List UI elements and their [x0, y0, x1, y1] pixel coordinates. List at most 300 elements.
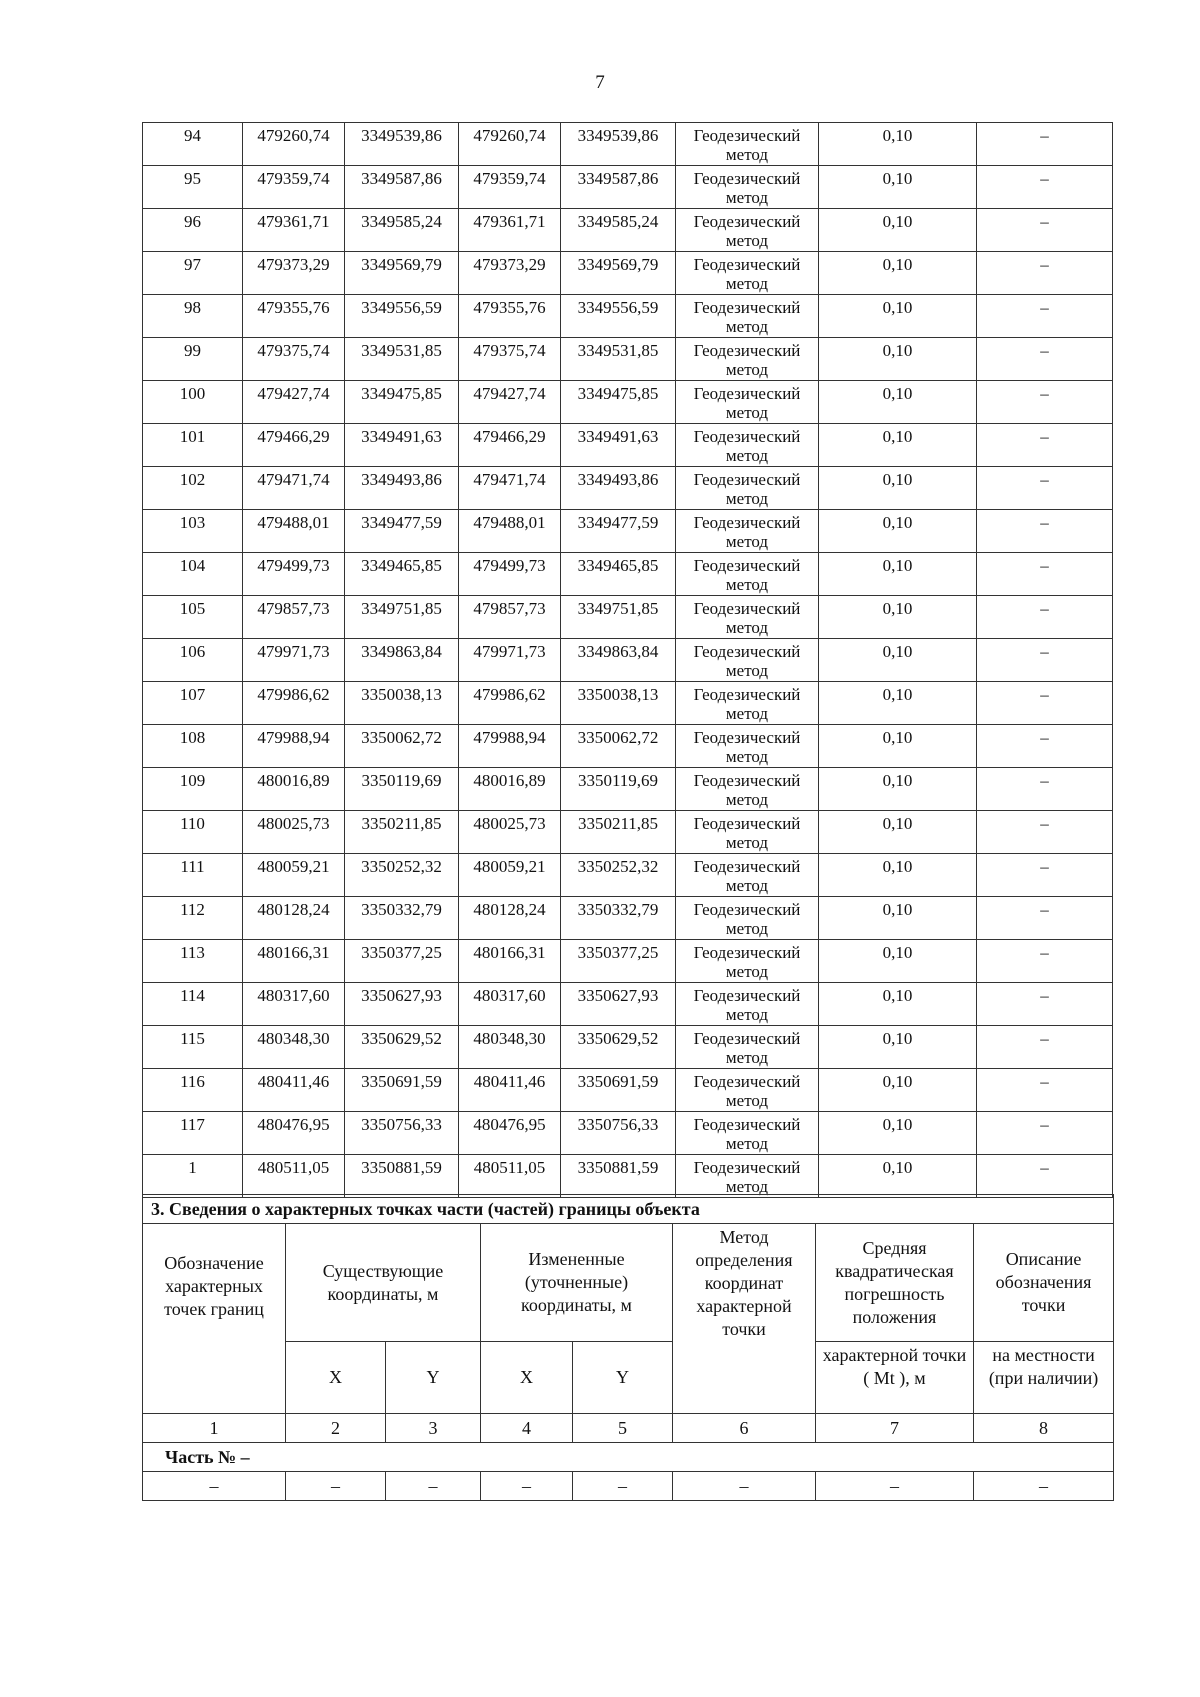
- existing-x-cell: 480059,21: [243, 854, 345, 897]
- changed-x-cell: 480511,05: [459, 1155, 561, 1198]
- accuracy-cell: 0,10: [819, 940, 977, 983]
- method-line2: метод: [725, 790, 769, 809]
- method-cell: [676, 424, 819, 467]
- table-row: [143, 854, 1113, 897]
- changed-y-cell: 3350627,93: [561, 983, 676, 1026]
- existing-y-cell: 3349569,79: [345, 252, 459, 295]
- existing-x-cell: 479857,73: [243, 596, 345, 639]
- description-cell: –: [977, 639, 1113, 682]
- method-line2: метод: [725, 1048, 769, 1067]
- header-changed-y: Y: [573, 1342, 673, 1414]
- method-line1: Геодезический: [693, 341, 801, 360]
- method-cell: [676, 1026, 819, 1069]
- description-cell: –: [977, 1026, 1113, 1069]
- table-row: [143, 338, 1113, 381]
- changed-y-cell: 3350119,69: [561, 768, 676, 811]
- column-number: 3: [386, 1414, 481, 1443]
- accuracy-cell: 0,10: [819, 510, 977, 553]
- point-id-cell: 94: [143, 123, 243, 166]
- method-cell: [676, 123, 819, 166]
- method-line2: метод: [725, 876, 769, 895]
- changed-x-cell: 479359,74: [459, 166, 561, 209]
- existing-x-cell: 480476,95: [243, 1112, 345, 1155]
- point-id-cell: 113: [143, 940, 243, 983]
- point-id-cell: 101: [143, 424, 243, 467]
- point-id-cell: 98: [143, 295, 243, 338]
- point-id-cell: 112: [143, 897, 243, 940]
- table-row: [143, 983, 1113, 1026]
- header-existing-x: X: [286, 1342, 386, 1414]
- accuracy-cell: 0,10: [819, 209, 977, 252]
- accuracy-cell: 0,10: [819, 381, 977, 424]
- changed-y-cell: 3350211,85: [561, 811, 676, 854]
- method-cell: [676, 983, 819, 1026]
- description-cell: –: [977, 1155, 1113, 1198]
- point-id-cell: 105: [143, 596, 243, 639]
- changed-y-cell: 3350252,32: [561, 854, 676, 897]
- existing-x-cell: 480411,46: [243, 1069, 345, 1112]
- point-id-cell: 95: [143, 166, 243, 209]
- existing-x-cell: 480166,31: [243, 940, 345, 983]
- method-cell: [676, 467, 819, 510]
- description-cell: –: [977, 725, 1113, 768]
- changed-x-cell: 479375,74: [459, 338, 561, 381]
- table-row: [143, 467, 1113, 510]
- accuracy-cell: 0,10: [819, 768, 977, 811]
- existing-y-cell: 3350062,72: [345, 725, 459, 768]
- table-row: [143, 166, 1113, 209]
- existing-x-cell: 479359,74: [243, 166, 345, 209]
- method-line1: Геодезический: [693, 384, 801, 403]
- accuracy-cell: 0,10: [819, 467, 977, 510]
- method-line1: Геодезический: [693, 943, 801, 962]
- method-line2: метод: [725, 747, 769, 766]
- existing-x-cell: 479988,94: [243, 725, 345, 768]
- changed-y-cell: 3349491,63: [561, 424, 676, 467]
- existing-x-cell: 480511,05: [243, 1155, 345, 1198]
- method-cell: [676, 381, 819, 424]
- method-cell: [676, 682, 819, 725]
- description-cell: –: [977, 338, 1113, 381]
- description-cell: –: [977, 768, 1113, 811]
- description-cell: –: [977, 854, 1113, 897]
- existing-y-cell: 3349556,59: [345, 295, 459, 338]
- table-row: [143, 768, 1113, 811]
- accuracy-cell: 0,10: [819, 1026, 977, 1069]
- header-method: Метод определения координат характерной точки: [673, 1224, 816, 1414]
- method-line1: Геодезический: [693, 513, 801, 532]
- method-cell: [676, 510, 819, 553]
- description-cell: –: [977, 1112, 1113, 1155]
- changed-x-cell: 479499,73: [459, 553, 561, 596]
- table-row: [143, 209, 1113, 252]
- point-id-cell: 99: [143, 338, 243, 381]
- changed-x-cell: 480059,21: [459, 854, 561, 897]
- changed-x-cell: 479471,74: [459, 467, 561, 510]
- header-existing-coords: Существующие координаты, м: [286, 1224, 481, 1342]
- method-cell: [676, 338, 819, 381]
- header-existing-y: Y: [386, 1342, 481, 1414]
- changed-x-cell: 480166,31: [459, 940, 561, 983]
- existing-x-cell: 479373,29: [243, 252, 345, 295]
- accuracy-cell: 0,10: [819, 123, 977, 166]
- changed-y-cell: 3349751,85: [561, 596, 676, 639]
- table-row: [143, 940, 1113, 983]
- empty-cell: –: [286, 1472, 386, 1501]
- column-number: 2: [286, 1414, 386, 1443]
- changed-x-cell: 479427,74: [459, 381, 561, 424]
- table-row: [143, 424, 1113, 467]
- point-id-cell: 109: [143, 768, 243, 811]
- method-cell: [676, 1155, 819, 1198]
- method-line1: Геодезический: [693, 1072, 801, 1091]
- existing-x-cell: 479355,76: [243, 295, 345, 338]
- description-cell: –: [977, 897, 1113, 940]
- coordinates-table: [142, 122, 1113, 1198]
- column-number: 5: [573, 1414, 673, 1443]
- method-line1: Геодезический: [693, 642, 801, 661]
- accuracy-cell: 0,10: [819, 811, 977, 854]
- changed-y-cell: 3350756,33: [561, 1112, 676, 1155]
- method-line1: Геодезический: [693, 1115, 801, 1134]
- method-line1: Геодезический: [693, 685, 801, 704]
- changed-x-cell: 479361,71: [459, 209, 561, 252]
- method-cell: [676, 166, 819, 209]
- changed-y-cell: 3349531,85: [561, 338, 676, 381]
- point-id-cell: 107: [143, 682, 243, 725]
- method-line2: метод: [725, 919, 769, 938]
- method-line2: метод: [725, 661, 769, 680]
- table-row: [143, 381, 1113, 424]
- method-line2: метод: [725, 360, 769, 379]
- table-row: [143, 639, 1113, 682]
- existing-x-cell: 479488,01: [243, 510, 345, 553]
- column-number: 4: [481, 1414, 573, 1443]
- changed-y-cell: 3349539,86: [561, 123, 676, 166]
- header-designation: Обозначение характерных точек границ: [143, 1224, 286, 1414]
- existing-y-cell: 3349493,86: [345, 467, 459, 510]
- existing-y-cell: 3350629,52: [345, 1026, 459, 1069]
- existing-y-cell: 3349751,85: [345, 596, 459, 639]
- point-id-cell: 115: [143, 1026, 243, 1069]
- description-cell: –: [977, 209, 1113, 252]
- existing-x-cell: 480317,60: [243, 983, 345, 1026]
- header-description-top: Описание обозначения точки: [974, 1224, 1114, 1342]
- accuracy-cell: 0,10: [819, 682, 977, 725]
- method-line2: метод: [725, 274, 769, 293]
- accuracy-cell: 0,10: [819, 1069, 977, 1112]
- table-row: [143, 1026, 1113, 1069]
- changed-x-cell: 479355,76: [459, 295, 561, 338]
- method-line1: Геодезический: [693, 126, 801, 145]
- method-line2: метод: [725, 231, 769, 250]
- point-id-cell: 110: [143, 811, 243, 854]
- existing-y-cell: 3350627,93: [345, 983, 459, 1026]
- existing-y-cell: 3350038,13: [345, 682, 459, 725]
- changed-y-cell: 3350038,13: [561, 682, 676, 725]
- column-number: 7: [816, 1414, 974, 1443]
- description-cell: –: [977, 682, 1113, 725]
- table-row: [143, 682, 1113, 725]
- existing-x-cell: 479361,71: [243, 209, 345, 252]
- header-changed-coords: Измененные (уточненные) координаты, м: [481, 1224, 673, 1342]
- accuracy-cell: 0,10: [819, 1112, 977, 1155]
- description-cell: –: [977, 295, 1113, 338]
- accuracy-cell: 0,10: [819, 295, 977, 338]
- existing-y-cell: 3350377,25: [345, 940, 459, 983]
- changed-x-cell: 479971,73: [459, 639, 561, 682]
- method-line2: метод: [725, 489, 769, 508]
- changed-x-cell: 480348,30: [459, 1026, 561, 1069]
- existing-x-cell: 479260,74: [243, 123, 345, 166]
- empty-cell: –: [481, 1472, 573, 1501]
- method-line1: Геодезический: [693, 857, 801, 876]
- changed-y-cell: 3349585,24: [561, 209, 676, 252]
- table-row: [143, 295, 1113, 338]
- accuracy-cell: 0,10: [819, 166, 977, 209]
- method-cell: [676, 1112, 819, 1155]
- changed-x-cell: 479260,74: [459, 123, 561, 166]
- accuracy-cell: 0,10: [819, 1155, 977, 1198]
- existing-y-cell: 3349587,86: [345, 166, 459, 209]
- changed-y-cell: 3349465,85: [561, 553, 676, 596]
- changed-x-cell: 479466,29: [459, 424, 561, 467]
- method-cell: [676, 897, 819, 940]
- empty-cell: –: [816, 1472, 974, 1501]
- method-cell: [676, 854, 819, 897]
- method-line2: метод: [725, 962, 769, 981]
- existing-y-cell: 3350252,32: [345, 854, 459, 897]
- changed-x-cell: 480016,89: [459, 768, 561, 811]
- accuracy-cell: 0,10: [819, 983, 977, 1026]
- changed-x-cell: 479988,94: [459, 725, 561, 768]
- point-id-cell: 114: [143, 983, 243, 1026]
- existing-y-cell: 3350881,59: [345, 1155, 459, 1198]
- description-cell: –: [977, 467, 1113, 510]
- method-line1: Геодезический: [693, 1029, 801, 1048]
- existing-x-cell: 480348,30: [243, 1026, 345, 1069]
- header-accuracy-bottom: характерной точки ( Mt ), м: [816, 1342, 974, 1414]
- method-line2: метод: [725, 188, 769, 207]
- method-line2: метод: [725, 317, 769, 336]
- existing-y-cell: 3350332,79: [345, 897, 459, 940]
- changed-y-cell: 3349493,86: [561, 467, 676, 510]
- empty-cell: –: [573, 1472, 673, 1501]
- accuracy-cell: 0,10: [819, 854, 977, 897]
- changed-x-cell: 479986,62: [459, 682, 561, 725]
- accuracy-cell: 0,10: [819, 553, 977, 596]
- description-cell: –: [977, 424, 1113, 467]
- accuracy-cell: 0,10: [819, 424, 977, 467]
- description-cell: –: [977, 811, 1113, 854]
- table-row: [143, 1112, 1113, 1155]
- point-id-cell: 111: [143, 854, 243, 897]
- column-number: 8: [974, 1414, 1114, 1443]
- method-cell: [676, 811, 819, 854]
- section3-table: [142, 1194, 1114, 1501]
- existing-x-cell: 480016,89: [243, 768, 345, 811]
- description-cell: –: [977, 123, 1113, 166]
- existing-y-cell: 3349539,86: [345, 123, 459, 166]
- changed-y-cell: 3350332,79: [561, 897, 676, 940]
- changed-y-cell: 3349587,86: [561, 166, 676, 209]
- existing-y-cell: 3349477,59: [345, 510, 459, 553]
- table-row: [143, 811, 1113, 854]
- point-id-cell: 116: [143, 1069, 243, 1112]
- existing-y-cell: 3349531,85: [345, 338, 459, 381]
- existing-x-cell: 479466,29: [243, 424, 345, 467]
- method-cell: [676, 596, 819, 639]
- changed-x-cell: 480025,73: [459, 811, 561, 854]
- method-cell: [676, 252, 819, 295]
- existing-y-cell: 3349863,84: [345, 639, 459, 682]
- method-line2: метод: [725, 403, 769, 422]
- description-cell: –: [977, 1069, 1113, 1112]
- method-line1: Геодезический: [693, 771, 801, 790]
- accuracy-cell: 0,10: [819, 725, 977, 768]
- changed-y-cell: 3350629,52: [561, 1026, 676, 1069]
- description-cell: –: [977, 252, 1113, 295]
- method-cell: [676, 295, 819, 338]
- accuracy-cell: 0,10: [819, 639, 977, 682]
- point-id-cell: 97: [143, 252, 243, 295]
- table-row: [143, 1069, 1113, 1112]
- method-line1: Геодезический: [693, 986, 801, 1005]
- point-id-cell: 117: [143, 1112, 243, 1155]
- table-row: [143, 897, 1113, 940]
- changed-y-cell: 3350881,59: [561, 1155, 676, 1198]
- point-id-cell: 102: [143, 467, 243, 510]
- point-id-cell: 100: [143, 381, 243, 424]
- method-line1: Геодезический: [693, 556, 801, 575]
- table-row: [143, 252, 1113, 295]
- method-cell: [676, 553, 819, 596]
- method-cell: [676, 725, 819, 768]
- existing-y-cell: 3350691,59: [345, 1069, 459, 1112]
- empty-cell: –: [143, 1472, 286, 1501]
- method-line1: Геодезический: [693, 1158, 801, 1177]
- changed-y-cell: 3349863,84: [561, 639, 676, 682]
- description-cell: –: [977, 940, 1113, 983]
- changed-x-cell: 480411,46: [459, 1069, 561, 1112]
- method-line1: Геодезический: [693, 169, 801, 188]
- method-line1: Геодезический: [693, 900, 801, 919]
- method-line2: метод: [725, 618, 769, 637]
- method-cell: [676, 639, 819, 682]
- point-id-cell: 104: [143, 553, 243, 596]
- existing-x-cell: 479986,62: [243, 682, 345, 725]
- accuracy-cell: 0,10: [819, 596, 977, 639]
- part-label: Часть № –: [143, 1443, 1114, 1472]
- description-cell: –: [977, 166, 1113, 209]
- method-cell: [676, 209, 819, 252]
- table-row: [143, 725, 1113, 768]
- empty-cell: –: [386, 1472, 481, 1501]
- changed-y-cell: 3349556,59: [561, 295, 676, 338]
- changed-x-cell: 479373,29: [459, 252, 561, 295]
- existing-x-cell: 479499,73: [243, 553, 345, 596]
- accuracy-cell: 0,10: [819, 338, 977, 381]
- method-line1: Геодезический: [693, 212, 801, 231]
- column-number: 6: [673, 1414, 816, 1443]
- existing-y-cell: 3349585,24: [345, 209, 459, 252]
- point-id-cell: 1: [143, 1155, 243, 1198]
- method-line2: метод: [725, 1134, 769, 1153]
- description-cell: –: [977, 596, 1113, 639]
- changed-y-cell: 3349477,59: [561, 510, 676, 553]
- method-line2: метод: [725, 1177, 769, 1196]
- accuracy-cell: 0,10: [819, 252, 977, 295]
- point-id-cell: 103: [143, 510, 243, 553]
- changed-x-cell: 480317,60: [459, 983, 561, 1026]
- accuracy-cell: 0,10: [819, 897, 977, 940]
- method-line1: Геодезический: [693, 728, 801, 747]
- existing-y-cell: 3349465,85: [345, 553, 459, 596]
- method-line2: метод: [725, 704, 769, 723]
- table-row: [143, 123, 1113, 166]
- method-line2: метод: [725, 1091, 769, 1110]
- changed-y-cell: 3350691,59: [561, 1069, 676, 1112]
- changed-y-cell: 3349475,85: [561, 381, 676, 424]
- method-line1: Геодезический: [693, 599, 801, 618]
- method-cell: [676, 940, 819, 983]
- changed-y-cell: 3350062,72: [561, 725, 676, 768]
- description-cell: –: [977, 553, 1113, 596]
- method-cell: [676, 1069, 819, 1112]
- changed-x-cell: 479488,01: [459, 510, 561, 553]
- table-row: [143, 596, 1113, 639]
- method-line1: Геодезический: [693, 427, 801, 446]
- method-line2: метод: [725, 1005, 769, 1024]
- description-cell: –: [977, 381, 1113, 424]
- point-id-cell: 96: [143, 209, 243, 252]
- changed-y-cell: 3349569,79: [561, 252, 676, 295]
- table-row: [143, 510, 1113, 553]
- table-row: [143, 553, 1113, 596]
- section3-title: 3. Сведения о характерных точках части (частей) границы объекта: [143, 1195, 1114, 1224]
- empty-cell: –: [974, 1472, 1114, 1501]
- column-number: 1: [143, 1414, 286, 1443]
- empty-cell: –: [673, 1472, 816, 1501]
- changed-x-cell: 480128,24: [459, 897, 561, 940]
- existing-x-cell: 479971,73: [243, 639, 345, 682]
- existing-y-cell: 3349475,85: [345, 381, 459, 424]
- changed-x-cell: 479857,73: [459, 596, 561, 639]
- existing-y-cell: 3350756,33: [345, 1112, 459, 1155]
- method-line1: Геодезический: [693, 255, 801, 274]
- method-cell: [676, 768, 819, 811]
- page-number: 7: [595, 72, 605, 93]
- header-description-bottom: на местности (при наличии): [974, 1342, 1114, 1414]
- existing-x-cell: 479375,74: [243, 338, 345, 381]
- existing-x-cell: 480025,73: [243, 811, 345, 854]
- description-cell: –: [977, 983, 1113, 1026]
- point-id-cell: 106: [143, 639, 243, 682]
- method-line2: метод: [725, 532, 769, 551]
- point-id-cell: 108: [143, 725, 243, 768]
- method-line2: метод: [725, 446, 769, 465]
- existing-x-cell: 479471,74: [243, 467, 345, 510]
- method-line1: Геодезический: [693, 814, 801, 833]
- existing-x-cell: 479427,74: [243, 381, 345, 424]
- method-line1: Геодезический: [693, 298, 801, 317]
- method-line2: метод: [725, 575, 769, 594]
- method-line2: метод: [725, 145, 769, 164]
- table-row: [143, 1155, 1113, 1198]
- header-accuracy-top: Средняя квадратическая погрешность положения: [816, 1224, 974, 1342]
- existing-y-cell: 3350119,69: [345, 768, 459, 811]
- changed-y-cell: 3350377,25: [561, 940, 676, 983]
